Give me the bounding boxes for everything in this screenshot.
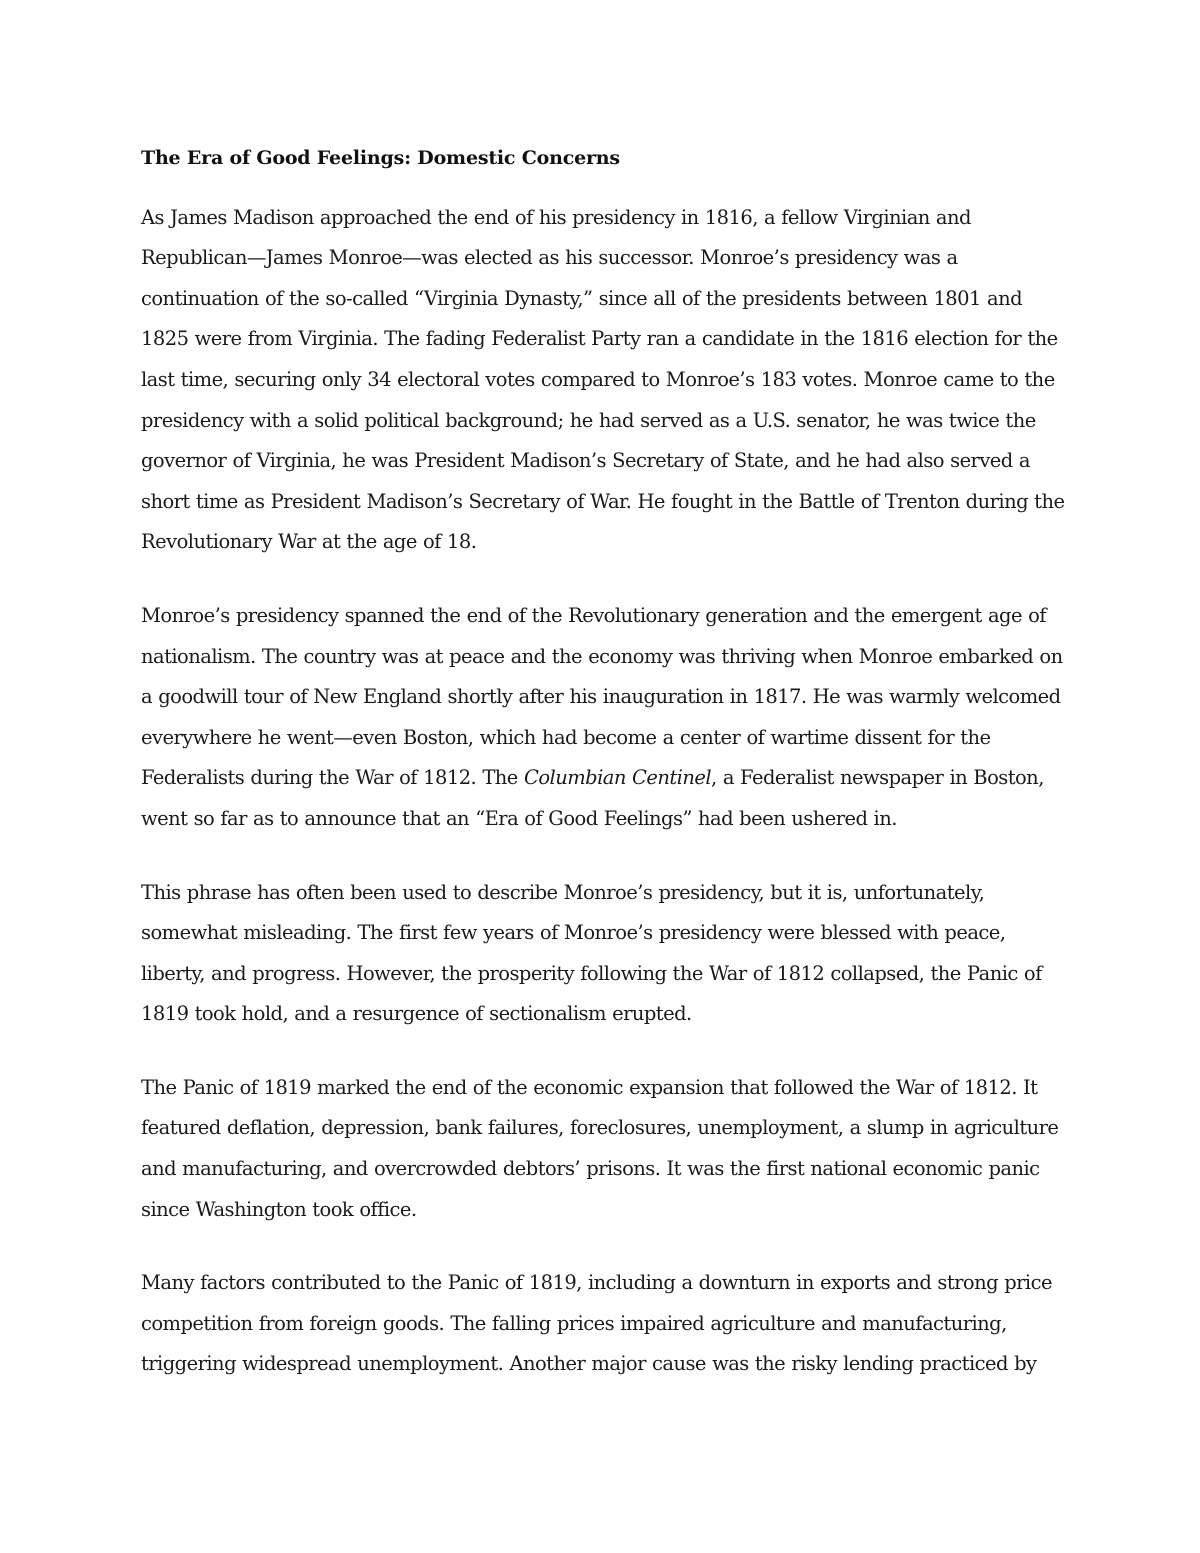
paragraph-misleading-phrase: This phrase has often been used to describe Monroe’s presidency, but it is, unfortunately, somewhat misleading. The first few years of Monroe’s presidency were blessed with peace, liberty, and progress. However, the prosperity following the War of 1812 collapsed, the Panic of 1819 took hold, and a resurgence of sectionalism erupted. xyxy=(141,880,1042,1026)
newspaper-name: Columbian Centinel xyxy=(523,766,712,790)
paragraph-monroe-presidency xyxy=(141,596,1066,840)
paragraph-madison-monroe: As James Madison approached the end of his presidency in 1816, a fellow Virginian and Republican—James Monroe—was elected as his successor. Monroe’s presidency was a continuation of the so-called “Virginia Dynasty,” since all of the presidents between 1801 and 1825 were from Virginia. The fading Federalist Party ran a candidate in the 1816 election for the last time, securing only 34 electoral votes compared to Monroe’s 183 votes. Monroe came to the presidency with a solid political background; he had served as a U.S. senator, he was twice the governor of Virginia, he was President Madison’s Secretary of State, and he had also served a short time as President Madison’s Secretary of War. He fought in the Battle of Trenton during the Revolutionary War at the age of 18. xyxy=(141,205,1065,554)
document-title: The Era of Good Feelings: Domestic Concerns xyxy=(141,147,620,169)
document-body xyxy=(141,138,1066,1418)
paragraph-text-before: Monroe’s presidency spanned the end of the Revolutionary generation and the emergent age of nationalism. The country was at peace and the economy was thriving when Monroe embarked on a goodwill tour of New England shortly after his inauguration in 1817. He was warmly welcomed everywhere he went—even Boston, which had become a center of wartime dissent for the Federalists during the War of 1812. The xyxy=(141,603,1063,790)
paragraph-panic-factors: Many factors contributed to the Panic of 1819, including a downturn in exports and strong price competition from foreign goods. The falling prices impaired agriculture and manufacturing, triggering widespread unemployment. Another major cause was the risky lending practiced by xyxy=(141,1271,1052,1376)
paragraph-panic-1819: The Panic of 1819 marked the end of the economic expansion that followed the War of 1812. It featured deflation, depression, bank failures, foreclosures, unemployment, a slump in agriculture and manufacturing, and overcrowded debtors’ prisons. It was the first national economic panic since Washington took office. xyxy=(141,1075,1059,1221)
paragraph-text-after: , a Federalist newspaper in Boston, went so far as to announce that an “Era of Good Feelings” had been ushered in. xyxy=(141,766,1044,830)
